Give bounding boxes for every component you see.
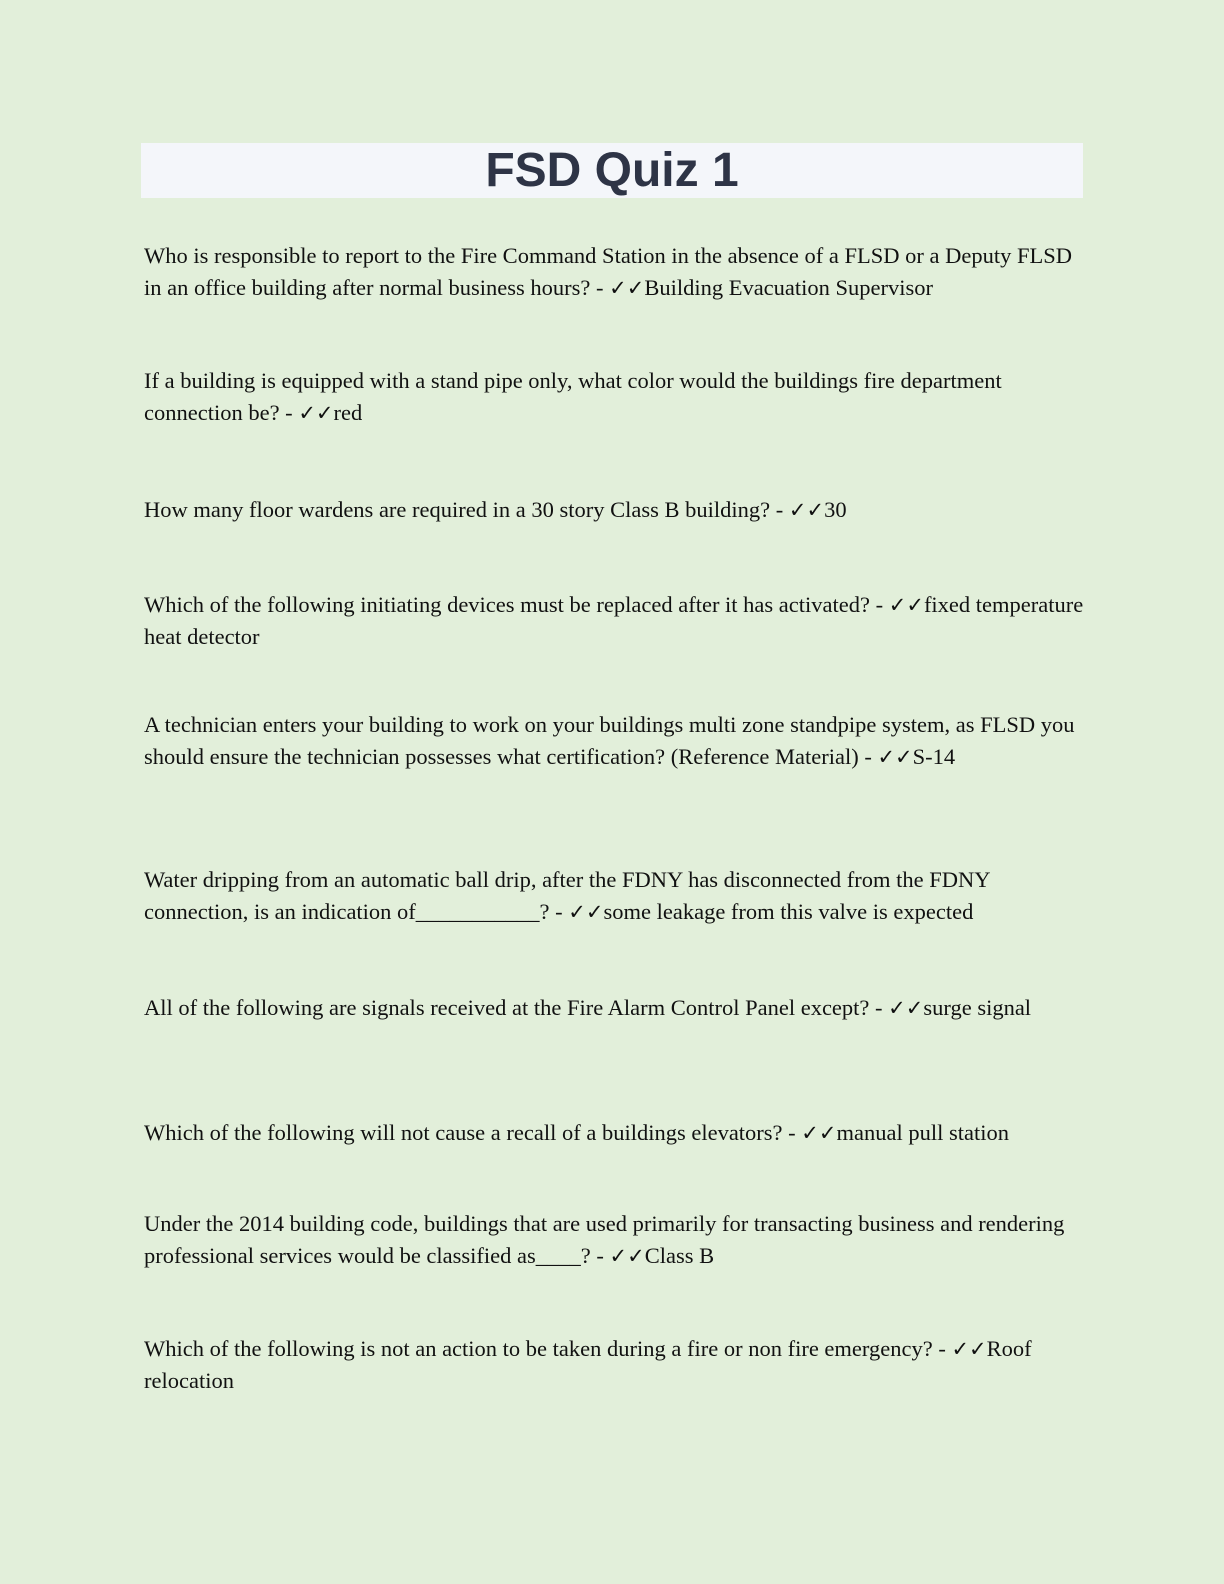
question-text: Which of the following will not cause a recall of a buildings elevators? -: [144, 1120, 802, 1145]
title-banner: [141, 143, 1083, 198]
qa-item-5: [144, 709, 1084, 773]
question-text: How many floor wardens are required in a 30 story Class B building? -: [144, 497, 789, 522]
question-text: Who is responsible to report to the Fire Command Station in the absence of a FLSD or a Deputy FLSD in an office building after normal business hours? -: [144, 243, 1072, 300]
question-text: Which of the following is not an action to be taken during a fire or non fire emergency? -: [144, 1336, 952, 1361]
double-check-icon: ✓✓: [788, 498, 825, 522]
answer-text: 30: [824, 497, 847, 522]
question-text: Under the 2014 building code, buildings that are used primarily for transacting business and rendering professional services would be classified as____? -: [144, 1211, 1065, 1268]
qa-item-8: [144, 1117, 1084, 1149]
question-text: All of the following are signals received at the Fire Alarm Control Panel except? -: [144, 995, 889, 1020]
qa-item-6: [144, 864, 1084, 928]
answer-text: Roof relocation: [144, 1336, 1032, 1393]
question-text: Water dripping from an automatic ball drip, after the FDNY has disconnected from the FDNY connection, is an indication of___________? -: [144, 867, 990, 924]
question-text: If a building is equipped with a stand pipe only, what color would the buildings fire department connection be? -: [144, 368, 1002, 425]
double-check-icon: ✓✓: [877, 745, 913, 769]
qa-item-3: [144, 494, 1084, 526]
double-check-icon: ✓✓: [609, 1244, 645, 1268]
answer-text: Building Evacuation Supervisor: [644, 275, 934, 300]
double-check-icon: ✓✓: [609, 276, 645, 300]
qa-item-1: [144, 240, 1084, 304]
qa-item-2: [144, 365, 1084, 429]
answer-text: manual pull station: [836, 1120, 1009, 1145]
question-text: A technician enters your building to work on your buildings multi zone standpipe system, as FLSD you should ensure the technician possesses what certification? (Reference Material) -: [144, 712, 1075, 769]
qa-item-4: [144, 589, 1084, 653]
double-check-icon: ✓✓: [801, 1121, 837, 1145]
answer-text: Class B: [644, 1243, 715, 1268]
qa-item-9: [144, 1208, 1084, 1272]
qa-item-10: [144, 1333, 1084, 1397]
double-check-icon: ✓✓: [951, 1337, 987, 1361]
double-check-icon: ✓✓: [888, 593, 924, 617]
double-check-icon: ✓✓: [888, 996, 924, 1020]
double-check-icon: ✓✓: [568, 900, 604, 924]
answer-text: S-14: [912, 744, 956, 769]
answer-text: some leakage from this valve is expected: [603, 899, 974, 924]
answer-text: surge signal: [923, 995, 1032, 1020]
answer-text: red: [333, 400, 363, 425]
question-text: Which of the following initiating devices must be replaced after it has activated? -: [144, 592, 889, 617]
answer-text: fixed temperature heat detector: [144, 592, 1084, 649]
double-check-icon: ✓✓: [298, 401, 334, 425]
qa-item-7: [144, 992, 1084, 1024]
page-title: FSD Quiz 1: [485, 143, 739, 197]
